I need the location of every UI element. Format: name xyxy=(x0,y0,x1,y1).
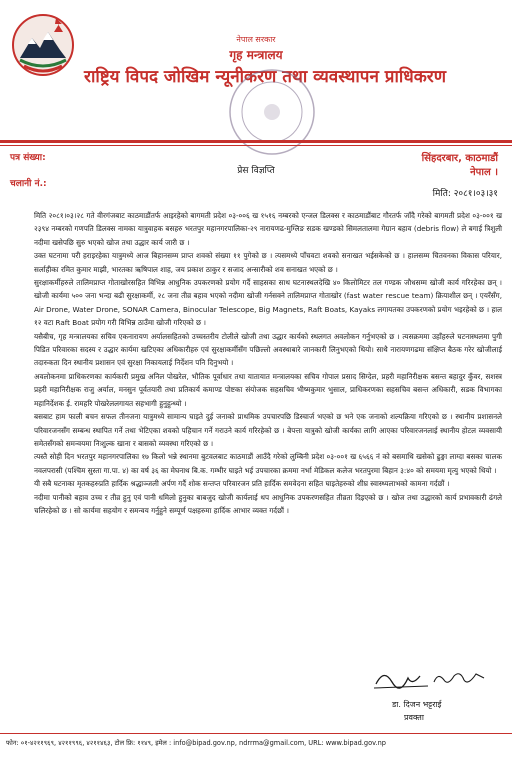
body-paragraph: त्यस्तै सोही दिन भरतपुर महानगरपालिका १७ किलो भन्ने स्थानमा बुटवलबाट काठमाडौं आउँदै गरेको लुम्बिनी प्रदेश ०३-००१ ख ६५६६ नं को बसमाथि खसेको ढुङ्गा लाग्दा बसका चालक नवलपरासी (पश्चिम सुस्ता गा.पा. ४) का वर्ष ३६ का मेघनाथ बि.क. गम्भीर घाइते भई उपचारका क्रममा नर्भा मेडिकल कलेज भरतपुरमा बिहान ३:४० को समयमा मृत्यु भएको थियो । xyxy=(34,452,502,475)
ministry-name: गृह मन्त्रालय xyxy=(229,48,283,62)
office-address: सिंहदरबार, काठमाडौं xyxy=(421,153,498,164)
press-release-body xyxy=(34,209,502,517)
dispatch-number-label: चलानी नं.: xyxy=(10,179,47,189)
reference-number-label: पत्र संख्या: xyxy=(10,153,46,163)
press-release-heading: प्रेस विज्ञप्ति xyxy=(237,166,275,176)
office-country: नेपाल । xyxy=(470,167,498,178)
header-divider-thin xyxy=(0,145,512,146)
authority-title: राष्ट्रिय विपद जोखिम न्यूनीकरण तथा व्यवस्थापन प्राधिकरण xyxy=(84,67,447,87)
spokesperson-name: डा. दिजन भट्टराई xyxy=(392,700,442,709)
body-paragraph: उक्त घटनामा परी हराइरहेका यात्रुमध्ये आज बिहानसम्म प्राप्त शवको संख्या ११ पुगेको छ । त्यसमध्ये पाँचवटा शवको सनाखत भईसकेको छ । हालसम्म चितवनका विकास परियार, सर्लाहीका रमित कुमार माझी, भारतका ऋषिपाल शाह, जय प्रकाश ठाकुर र सजाद अन्सारीको शव सनाखत भएको छ । xyxy=(34,251,502,274)
nepal-emblem-logo xyxy=(10,10,76,80)
body-paragraph: यसैबीच, गृह मन्त्रालयका सचिव एकनारायण अर्यालसहितको उच्चस्तरीय टोलीले खोजी तथा उद्धार कार्यको स्थलगत अवलोकन गर्नुभएको छ । त्यसक्रममा उहाँहरुले घटनास्थलमा पुगी पिडित परिवारका सदस्य र उद्धार कार्यमा खटिएका अधिकारीहरु एवं सुरक्षाकर्मीसँग पछिल्लो अवस्थाबारे जानकारी लिनुभएको थियो। साथै नारायणगढमा संक्षिप्त बैठक गरेर खोजीलाई तदारुकता दिन स्थानीय प्रशासन एवं सुरक्षा निकायलाई निर्देशन पनि दिनुभयो । xyxy=(34,331,502,368)
body-paragraph: अवलोकनमा प्राधिकरणका कार्यकारी प्रमुख अनिल पोखरेल, भौतिक पूर्वाधार तथा यातायात मन्त्रालयका सचिव गोपाल प्रसाद सिग्देल, प्रहरी महानिरीक्षक बसन्त बहादुर कुँवर, सशस्त्र प्रहरी महानिरीक्षक राजु अर्याल, मनसुन पूर्वतयारी तथा प्रतिकार्य कमाण्ड पोष्टका संयोजक सहसचिव भीष्मकुमार भुसाल, प्राधिकरणका सहसचिव बसन्त अधिकारी, सडक विभागका महानिर्देशक ई. रामहरि पोखरेललगायत सहभागी हुनुहुन्थ्यो । xyxy=(34,371,502,408)
footer-divider xyxy=(0,733,512,734)
government-line: नेपाल सरकार xyxy=(236,35,276,44)
spokesperson-title: प्रवक्ता xyxy=(404,713,424,722)
body-paragraph: बसबाट हाम फाली बचन सफल तीनजना यात्रुमध्ये सामान्य घाइते दुई जनाको प्राथमिक उपचारपछि डिस्चार्ज भएको छ भने एक जनाको शल्यक्रिया गरिएको छ । स्थानीय प्रशासनले परिवारजनसँग सम्बन्ध स्थापित गर्ने तथा भेटिएका शवको पहिचान गर्ने गराउने कार्य गरिरहेको छ । बेपत्ता यात्रुको खोजी कार्यका लागि आएका परिवारजनलाई स्थानीय होटल व्यवसायी समेतसँगको समन्वयमा निःशुल्क खाना र बासको व्यवस्था गरिएको छ । xyxy=(34,412,502,448)
body-paragraph: नदीमा पानीको बहाव उच्च र तीव्र हुनु एवं पानी धमिलो हुनुका बाबजुद खोजी कार्यलाई थप आधुनिक उपकरणसहित तीव्रता दिइएको छ । खोज तथा उद्धारको कार्य प्रभावकारी ढंगले चलिरहेको छ । सो कार्यमा सहयोग र समन्वय गर्नुहुने सम्पूर्ण पक्षहरुमा हार्दिक आभार व्यक्त गर्दछौं । xyxy=(34,492,502,515)
handwritten-signature xyxy=(372,664,492,694)
body-paragraph: मिति २०८१।०३।२८ गते वीरगंजबाट काठमाडौंतर्फ आइरहेको बागमती प्रदेश ०३-००६ ख १५१६ नम्बरको एन्जल डिलक्स र काठमाडौंबाट गौरतर्फ जाँदै गरेको बागमती प्रदेश ०३-००१ ख २३९४ नम्बरको गणपति डिलक्स नामका यात्रुवाहक बसहरु भरतपुर महानगरपालिका-२९ नारायणढ-मुग्लिङ सडक खण्डको सिमलतालमा गेग्रान बहाव (debris flow) ले बगाई त्रिशुली नदीमा खसेपछि सुरु भएको खोज तथा उद्धार कार्य जारी छ । xyxy=(34,211,502,247)
issue-date: मिति: २०८१।०३।३१ xyxy=(432,189,498,199)
header-divider xyxy=(0,140,512,143)
body-paragraph: सुरक्षाकर्मीहरुले तालिमप्राप्त गोताखोरसहित विभिन्न आधुनिक उपकरणको प्रयोग गर्दै साहसका साथ घटनास्थलदेखि ४० किलोमिटर तल गण्डक जौधसम्म खोजी कार्य गरिरहेका छन् । खोजी कार्यमा ५०० जना भन्दा बढी सुरक्षाकर्मी, २८ जना तीव्र बहाव भएको नदीमा खोजी गर्नसक्ने तालिमप्राप्त गोताखोर (fast water rescue team) क्रियाशील छन् । एयरँसँग, Air Drone, Water Drone, SONAR Camera, Binocular Telescope, Big Magnets, Raft Boats, Kayaks लगायतका उपकरणको प्रयोग भइरहेको छ । हाल १२ वटा Raft Boat प्रयोग गरी विभिन्न ठाउँमा खोजी गरिएको छ । xyxy=(34,278,502,328)
body-paragraph: यी सबै घटनाका मृतकहरुप्रति हार्दिक श्रद्धाञ्जली अर्पण गर्दै शोक सन्तप्त परिवारजन प्रति हार्दिक समवेदना सहित घाइतेहरुको शीघ्र स्वास्थ्यलाभको कामना गर्दछौं । xyxy=(34,479,450,489)
footer-contact-info: फोन: ०१-४२११९६९, ४२११९९६, ४२११४६३, टोल फ्रि: ११४९, इमेल : info@bipad.gov.np, ndrrma@gmail.com, URL: www.bipad.gov.np xyxy=(6,739,386,747)
